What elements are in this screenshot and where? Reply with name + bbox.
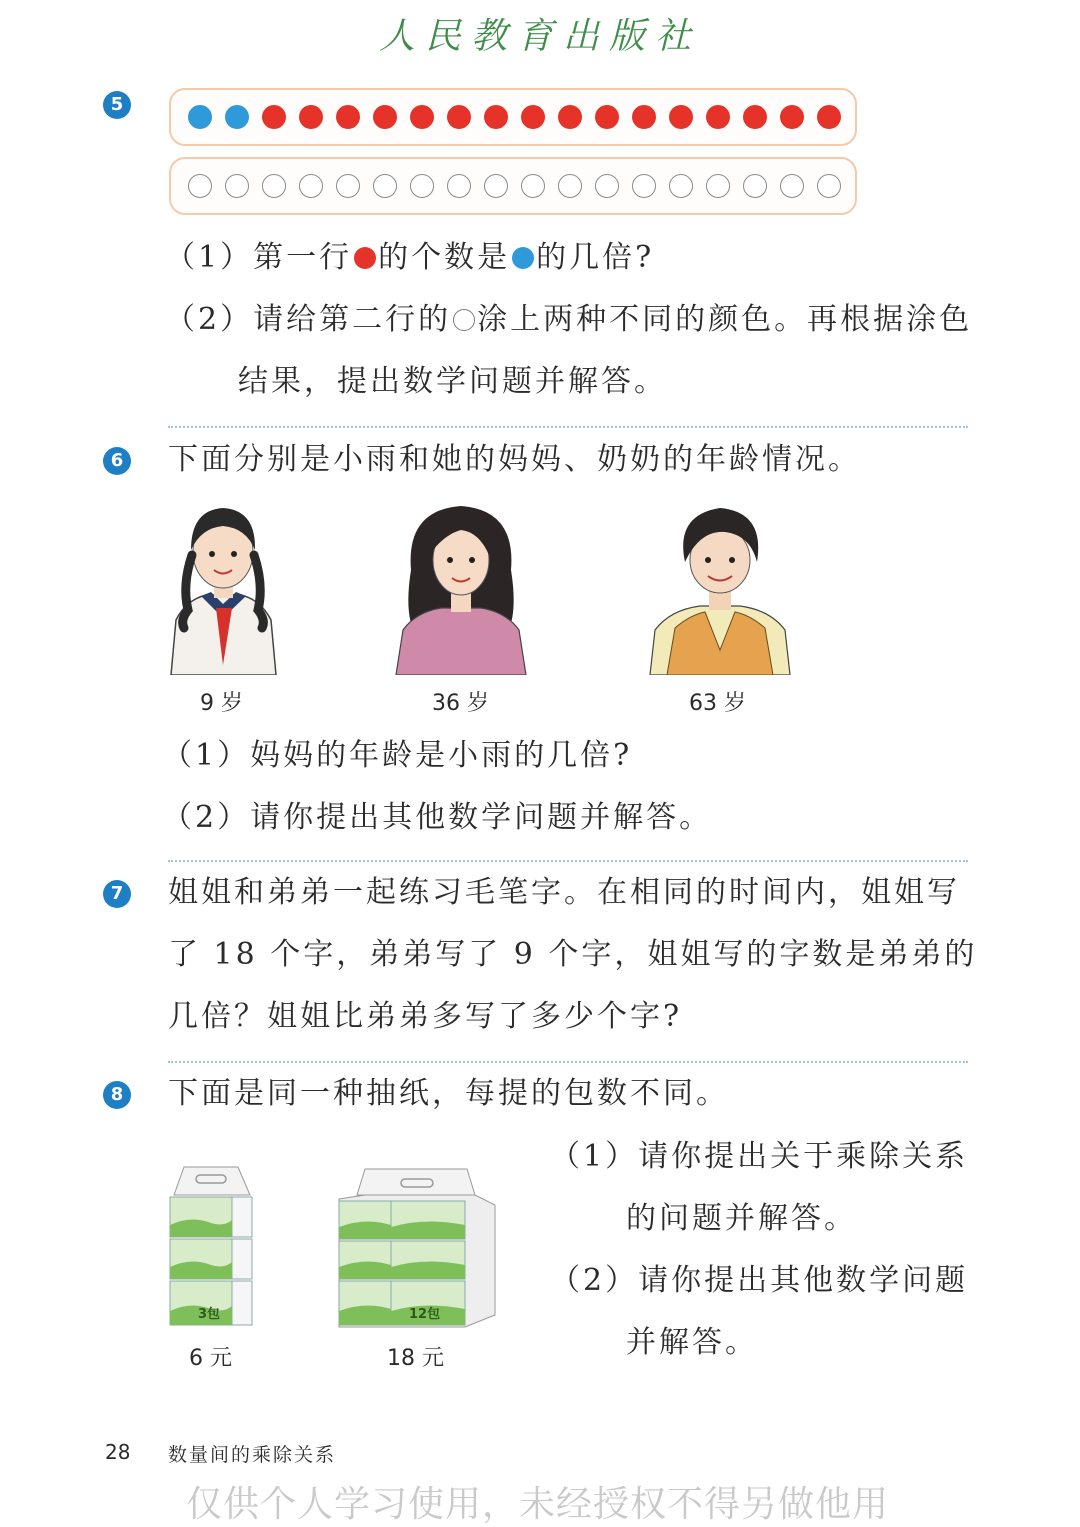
blue-dot [225, 105, 249, 129]
publisher-logo: 人民教育出版社 [378, 16, 701, 57]
empty-circle-icon [453, 309, 475, 331]
empty-dot [262, 174, 286, 198]
red-dot [336, 105, 360, 129]
empty-dot [817, 174, 841, 198]
mother-illustration [391, 500, 531, 675]
price-label-3: 6 元 [189, 1346, 232, 1371]
dot-row-2 [169, 157, 857, 215]
pack-tag-3: 3包 [198, 1307, 221, 1322]
dot-row-1 [169, 88, 857, 146]
red-dot [299, 105, 323, 129]
empty-dot [299, 174, 323, 198]
q7-line1: 姐姐和弟弟一起练习毛笔字。在相同的时间内，姐姐写 [168, 875, 960, 910]
q5-part2-line2: 结果，提出数学问题并解答。 [238, 364, 667, 399]
tissue-pack-12-illustration [335, 1165, 500, 1335]
q6-intro: 下面分别是小雨和她的妈妈、奶奶的年龄情况。 [168, 442, 861, 477]
girl-illustration [166, 500, 281, 675]
question-number-6: 6 [103, 447, 131, 475]
empty-dot [336, 174, 360, 198]
red-dot [262, 105, 286, 129]
red-dot [410, 105, 434, 129]
red-dot [743, 105, 767, 129]
question-number-8: 8 [103, 1081, 131, 1109]
question-number-7: 7 [103, 880, 131, 908]
q8-part2-line1: （2）请你提出其他数学问题 [550, 1263, 969, 1298]
empty-dot [410, 174, 434, 198]
empty-dot [188, 174, 212, 198]
q5-part1: （1）第一行 的个数是 的几倍? [165, 240, 655, 275]
grandmother-illustration [645, 500, 795, 675]
price-label-12: 18 元 [387, 1346, 444, 1371]
red-dot [447, 105, 471, 129]
q8-part2-line2: 并解答。 [626, 1325, 758, 1360]
divider [168, 860, 968, 862]
red-dot [780, 105, 804, 129]
red-dot [595, 105, 619, 129]
question-number-5: 5 [103, 91, 131, 119]
red-dot [706, 105, 730, 129]
divider [168, 1061, 968, 1063]
watermark: 仅供个人学习使用，未经授权不得另做他用 [186, 1484, 890, 1525]
empty-dot [706, 174, 730, 198]
empty-dot [780, 174, 804, 198]
empty-dot [743, 174, 767, 198]
q6-part2: （2）请你提出其他数学问题并解答。 [162, 800, 713, 835]
q7-line3: 几倍？姐姐比弟弟多写了多少个字? [168, 999, 683, 1034]
red-dot-icon [354, 247, 376, 269]
age-label-grandmother: 63 岁 [689, 691, 746, 716]
empty-dot [632, 174, 656, 198]
empty-dot [558, 174, 582, 198]
blue-dot [188, 105, 212, 129]
red-dot [558, 105, 582, 129]
red-dot [817, 105, 841, 129]
chapter-title: 数量间的乘除关系 [168, 1444, 337, 1466]
blue-dot-icon [512, 247, 534, 269]
empty-dot [669, 174, 693, 198]
red-dot [373, 105, 397, 129]
tissue-pack-3-illustration [166, 1165, 258, 1335]
page-number: 28 [105, 1440, 131, 1464]
red-dot [484, 105, 508, 129]
red-dot [669, 105, 693, 129]
q8-part1-line2: 的问题并解答。 [626, 1201, 857, 1236]
empty-dot [521, 174, 545, 198]
age-label-mother: 36 岁 [432, 691, 489, 716]
q7-line2: 了 18 个字，弟弟写了 9 个字，姐姐写的字数是弟弟的 [168, 937, 978, 972]
red-dot [521, 105, 545, 129]
empty-dot [225, 174, 249, 198]
empty-dot [484, 174, 508, 198]
q5-part2: （2）请给第二行的 涂上两种不同的颜色。再根据涂色 [165, 302, 973, 337]
empty-dot [447, 174, 471, 198]
empty-dot [595, 174, 619, 198]
red-dot [632, 105, 656, 129]
divider [168, 426, 968, 428]
q8-part1-line1: （1）请你提出关于乘除关系 [550, 1139, 969, 1174]
age-label-girl: 9 岁 [200, 691, 243, 716]
q8-intro: 下面是同一种抽纸，每提的包数不同。 [168, 1076, 729, 1111]
q6-part1: （1）妈妈的年龄是小雨的几倍? [162, 738, 633, 773]
pack-tag-12: 12包 [409, 1307, 441, 1322]
empty-dot [373, 174, 397, 198]
